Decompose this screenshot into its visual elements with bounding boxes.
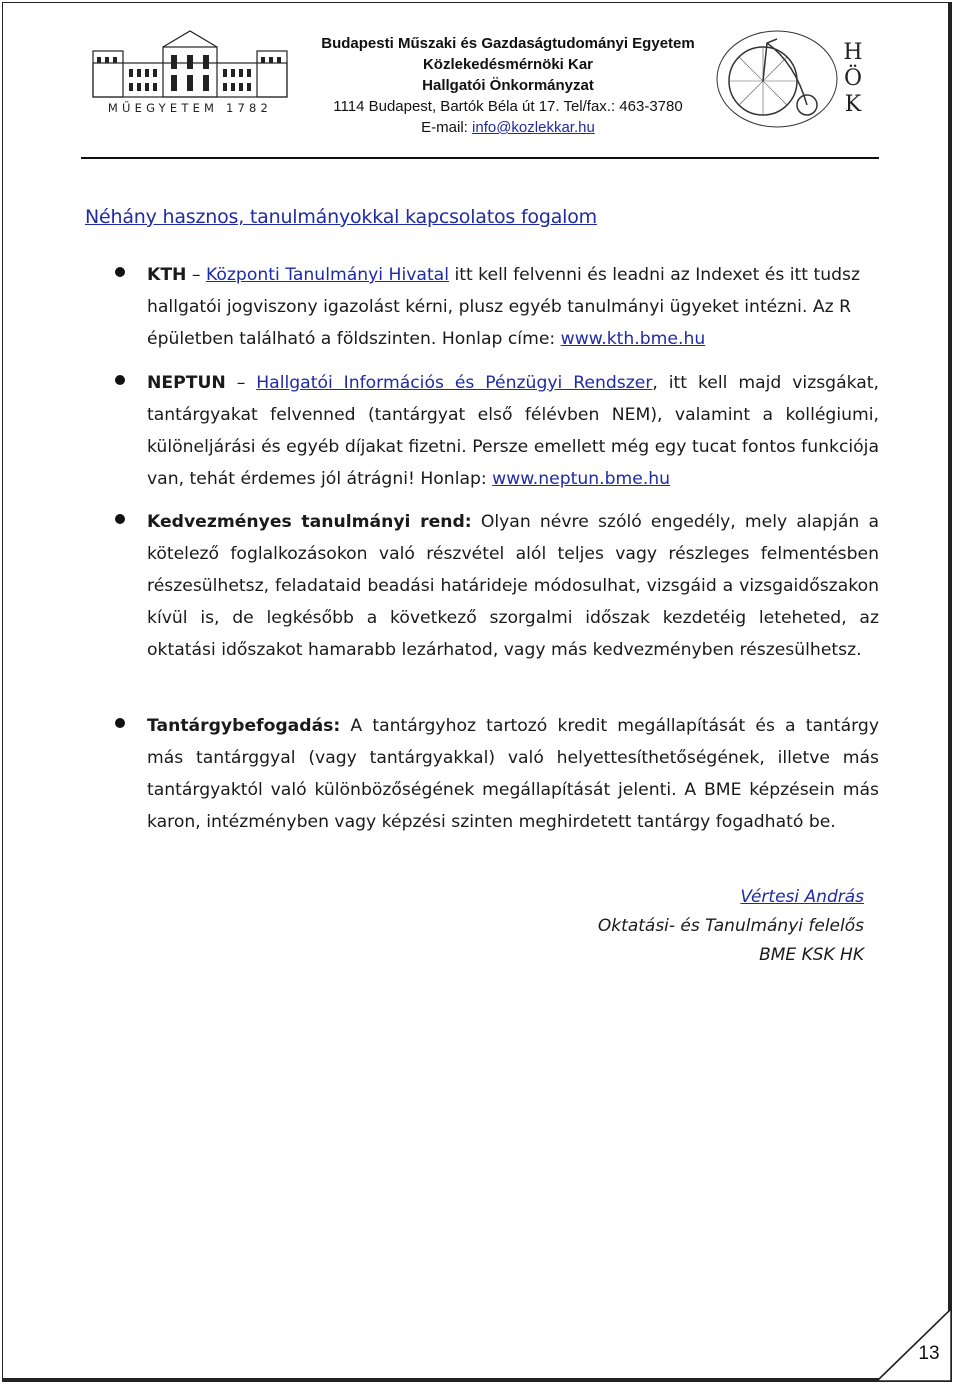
bullet-icon (115, 375, 125, 385)
email-label: E-mail: (421, 119, 473, 136)
list-item-tantargybefogadas (115, 710, 879, 838)
list-item-neptun (115, 367, 879, 495)
logo-left-caption: MŰEGYETEM 1782 (107, 101, 273, 115)
document-page (2, 2, 952, 1382)
kth-link[interactable]: www.kth.bme.hu (560, 329, 706, 349)
list-item-kedvezmenyes (115, 506, 879, 666)
neptun-expansion: Hallgatói Információs és Pénzügyi Rendszer (256, 373, 653, 393)
page-number: 13 (918, 1343, 940, 1364)
kth-paragraph: KTH – Központi Tanulmányi Hivatal itt kell felvenni és leadni az Indexet és itt tudsz hallgatói jogviszony igazolást kérni, plusz egyéb tanulmányi ügyeket intézni. Az R épületben található a földszinten. Honlap címe: www.kth.bme.hu (147, 265, 861, 349)
hok-letter-o: Ö (843, 66, 863, 91)
address: 1114 Budapest, Bartók Béla út 17. Tel/fax.: 463-3780 (333, 98, 683, 115)
hok-letter-h: H (843, 40, 863, 65)
kedvezmenyes-paragraph: Kedvezményes tanulmányi rend: Olyan névre szóló engedély, mely alapján a kötelező foglalkozásokon való részvétel alól teljes vagy részleges felmentésben részesülhetsz, feladataid beadási határideje módosulhat, vizsgáid a vizsgaidőszakon kívül is, de legkésőbb a következő szorgalmi időszak kezdetéig leteheted, az oktatási időszakot hamarabb lezárhatod, vagy más kedvezményben részesülhetsz. (147, 512, 879, 660)
term-kth: KTH (147, 265, 187, 285)
section-title: Néhány hasznos, tanulmányokkal kapcsolatos fogalom (85, 206, 597, 228)
term-neptun: NEPTUN (147, 373, 226, 393)
term-kedvezmenyes: Kedvezményes tanulmányi rend: (147, 512, 472, 532)
university-name: Budapesti Műszaki és Gazdaságtudományi Egyetem (321, 35, 695, 52)
term-tantargybefogadas: Tantárgybefogadás: (147, 716, 341, 736)
signature-name[interactable]: Vértesi András (740, 887, 864, 907)
signature-org: BME KSK HK (759, 945, 864, 965)
letterhead (303, 33, 713, 138)
list-item-kth (115, 259, 879, 355)
bullet-icon (115, 514, 125, 524)
bullet-icon (115, 718, 125, 728)
signature-role: Oktatási- és Tanulmányi felelős (597, 916, 864, 936)
signature-block (598, 883, 864, 970)
email-line (303, 117, 713, 138)
hok-letter-k: K (844, 92, 862, 117)
neptun-paragraph: NEPTUN – Hallgatói Információs és Pénzügyi Rendszer, itt kell majd vizsgákat, tantárgyakat felvenned (tantárgyat első félévben NEM), valamint a kollégiumi, különeljárási és egyéb díjakat fizetni. Persze emellett még egy tucat fontos funkciója van, tehát érdemes jól átrágni! Honlap: www.neptun.bme.hu (147, 373, 879, 489)
email-link[interactable]: info@kozlekkar.hu (472, 119, 595, 136)
neptun-link[interactable]: www.neptun.bme.hu (492, 469, 671, 489)
page-number-corner (873, 1307, 953, 1383)
council-name: Hallgatói Önkormányzat (422, 77, 594, 94)
faculty-name: Közlekedésmérnöki Kar (422, 56, 594, 73)
muegyetem-building-logo (85, 25, 295, 117)
kth-expansion: Központi Tanulmányi Hivatal (205, 265, 449, 285)
hok-bicycle-logo (715, 23, 875, 133)
tantargybefogadas-paragraph: Tantárgybefogadás: A tantárgyhoz tartozó kredit megállapítását és a tantárgy más tantárggyal (vagy tantárgyakkal) való helyettesíthetőségének, illetve más tantárgyaktól való különbözőségének megállapítását jelenti. A BME képzésein más karon, intézményben vagy képzési szinten meghirdetett tantárgy fogadható be. (147, 716, 879, 832)
bullet-icon (115, 267, 125, 277)
header-divider (81, 157, 879, 159)
